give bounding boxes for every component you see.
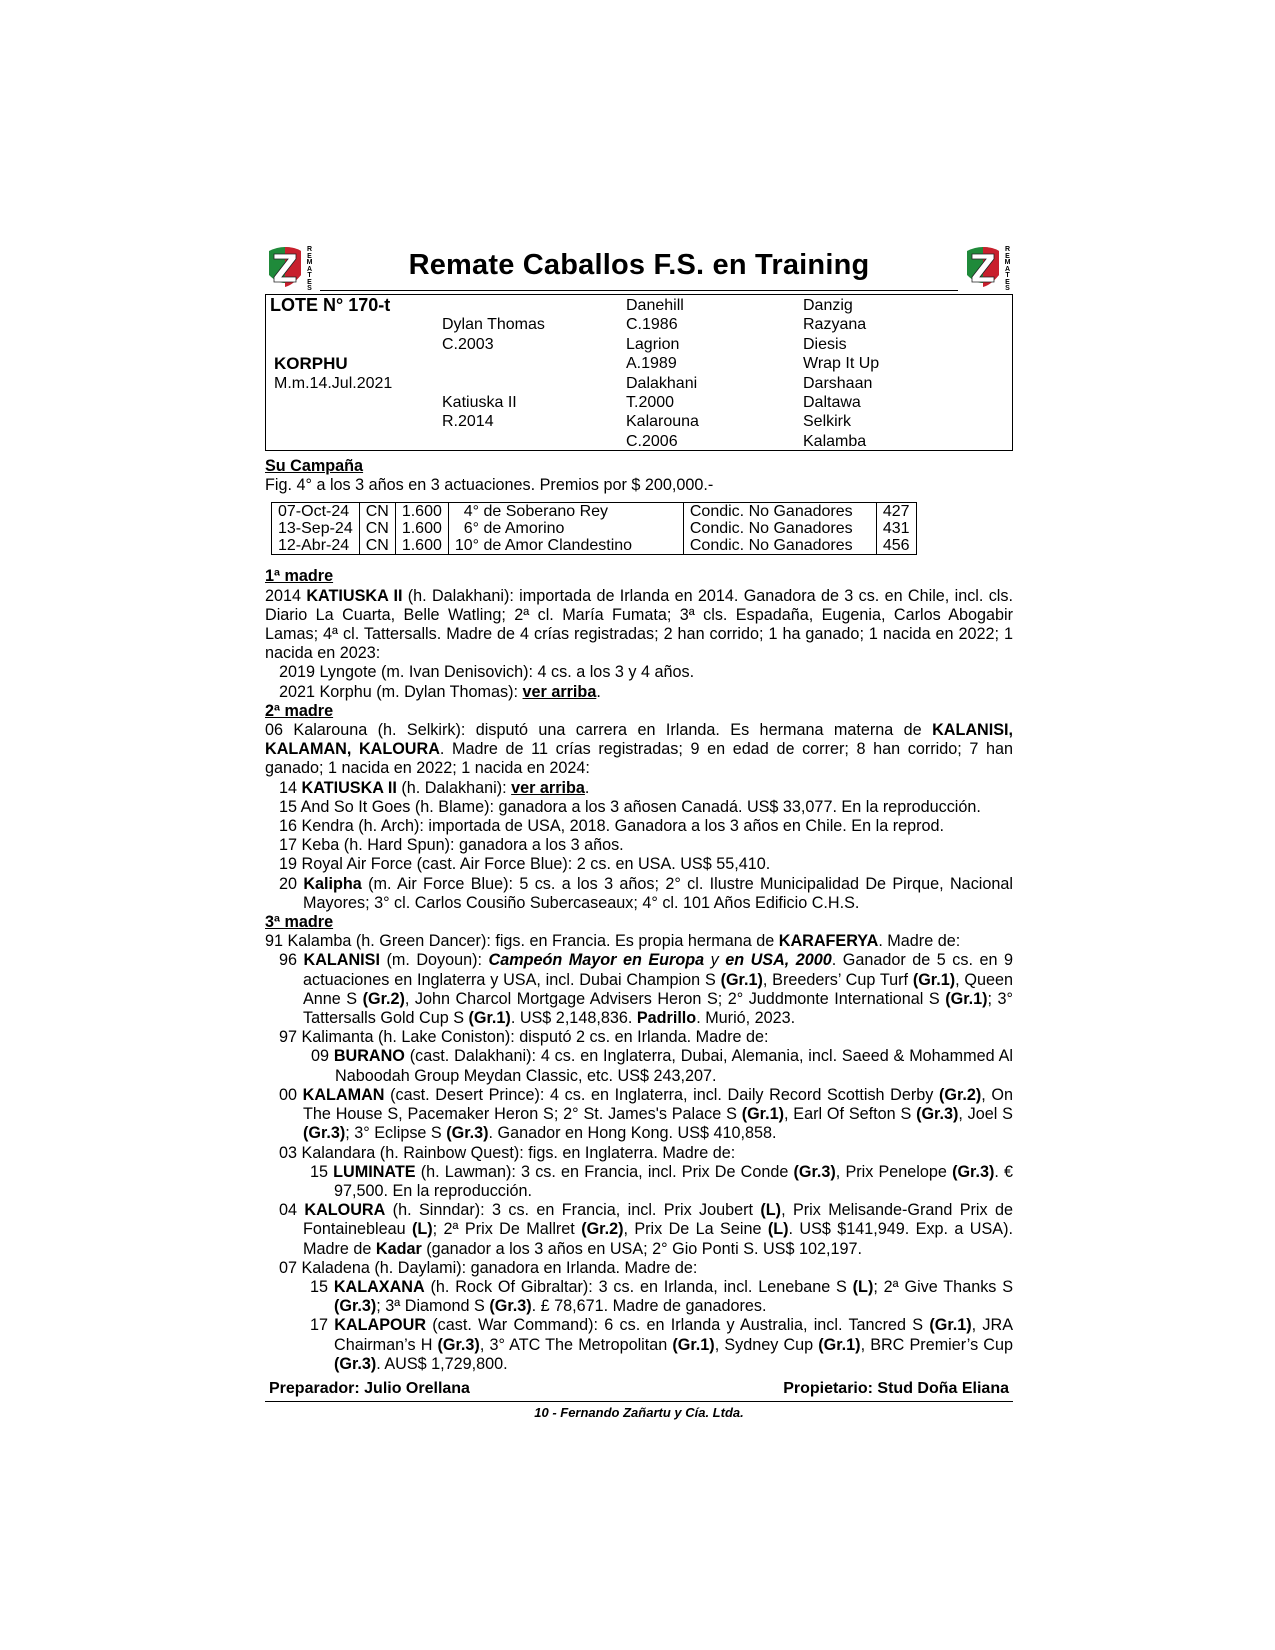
offspring-entry: 04 KALOURA (h. Sinndar): 3 cs. en Francia, incl. Prix Joubert (L), Prix Melisande-Grand Prix de Fontainebleau (L); 2ª Prix De Mallret (Gr.2), Prix De La Seine (L). US$ $141,949. Exp. a USA). Madre de Kadar (ganador a los 3 años en USA; 2° Gio Ponti S. US$ 102,197. (279, 1201, 1013, 1258)
grand-offspring-entry: 09 BURANO (cast. Dalakhani): 4 cs. en Inglaterra, Dubai, Alemania, incl. Saeed & Mohammed Al Naboodah Group Meydan Classic, etc. US$ 243,207. (311, 1047, 1013, 1085)
third-dam-heading: 3ª madre (265, 913, 334, 932)
grand-offspring-entry: 15 LUMINATE (h. Lawman): 3 cs. en Francia, incl. Prix De Conde (Gr.3), Prix Penelope (Gr.3). € 97,500. En la reproducción. (310, 1162, 1013, 1200)
great-grandparent: Wrap It Up (803, 355, 880, 373)
offspring-entry: 2021 Korphu (m. Dylan Thomas): ver arriba. (279, 682, 601, 701)
table-row (272, 503, 917, 521)
race-date: 12-Abr-24 (272, 537, 360, 555)
offspring-entry: 2019 Lyngote (m. Ivan Denisovich): 4 cs. a los 3 y 4 años. (279, 663, 695, 682)
pedigree-grandparents-col (626, 296, 699, 451)
great-grandparent: Daltawa (803, 393, 861, 411)
logo-word: R E M A T E S (306, 246, 313, 292)
page-title: Remate Caballos F.S. en Training (408, 249, 870, 281)
third-dam-paragraph: 91 Kalamba (h. Green Dancer): figs. en Francia. Es propia hermana de KARAFERYA. Madre de: (265, 932, 961, 951)
great-grandparent: Kalamba (803, 432, 867, 450)
grandparent: Dalakhani (626, 374, 698, 392)
race-track: CN (359, 537, 395, 555)
grandparent: Kalarouna (626, 413, 699, 431)
page-number: 10 - Fernando Zañartu y Cía. Ltda. (534, 1404, 744, 1420)
page-header (265, 245, 1013, 293)
first-dam-paragraph: 2014 KATIUSKA II (h. Dalakhani): importada de Irlanda en 2014. Ganadora de 3 cs. en Chile, incl. cls. Diario La Cuarta, Belle Watling; 2ª cl. María Fumata; 3ª cls. Espadaña, Eugenia, Carlos Abogabir Lamas; 4ª cl. Tattersalls. Madre de 4 crías registradas; 2 han corrido; 1 ha ganado; 1 nacida en 2022; 1 nacida en 2023: (265, 586, 1013, 663)
pedigree-parents-col (442, 296, 545, 432)
logo-word: R E M A T E S (1004, 246, 1011, 292)
great-grandparent: Selkirk (803, 413, 852, 431)
catalog-page (265, 245, 1013, 1420)
offspring-entry: 19 Royal Air Force (cast. Air Force Blue): 2 cs. en USA. US$ 55,410. (279, 855, 771, 874)
dam-info: R.2014 (442, 413, 494, 431)
page-footer (265, 1376, 1013, 1402)
grand-offspring-entry: 15 KALAXANA (h. Rock Of Gibraltar): 3 cs. en Irlanda, incl. Lenebane S (L); 2ª Give Thanks S (Gr.3); 3ª Diamond S (Gr.3). £ 78,671. Madre de ganadores. (310, 1277, 1014, 1316)
document-body (265, 457, 1013, 1374)
offspring-entry: 00 KALAMAN (cast. Desert Prince): 4 cs. en Inglaterra, incl. Daily Record Scottish Derby (Gr.2), On The House S, Pacemaker Heron S; 2° St. James's Palace S (Gr.1), Earl Of Sefton S (Gr.3), Joel S (Gr.3); 3° Eclipse S (Gr.3). Ganador en Hong Kong. US$ 410,858. (279, 1085, 1013, 1143)
dam-name: Katiuska II (442, 393, 517, 411)
offspring-entry: 20 Kalipha (m. Air Force Blue): 5 cs. a los 3 años; 2° cl. Ilustre Municipalidad De Pirque, Nacional Mayores; 3° cl. Carlos Cousiño Subercaseaux; 4° cl. 101 Años Edificio C.H.S. (279, 874, 1013, 912)
remates-logo-right (963, 245, 1013, 291)
race-result: 10° de Amor Clandestino (448, 537, 683, 555)
offspring-entry: 15 And So It Goes (h. Blame): ganadora a los 3 añosen Canadá. US$ 33,077. En la reproducción. (279, 797, 981, 816)
first-dam-heading: 1ª madre (265, 567, 334, 586)
pedigree-box (265, 294, 1013, 451)
great-grandparent: Razyana (803, 316, 867, 334)
race-date: 07-Oct-24 (272, 503, 360, 521)
campaign-summary: Fig. 4° a los 3 años en 3 actuaciones. Premios por $ 200,000.- (265, 476, 714, 495)
offspring-entry: 96 KALANISI (m. Doyoun): Campeón Mayor en Europa y en USA, 2000. Ganador de 5 cs. en 9 actuaciones en Inglaterra y USA, incl. Dubai Champion S (Gr.1), Breeders’ Cup Turf (Gr.1), Queen Anne S (Gr.2), John Charcol Mortgage Advisers Heron S; 2° Juddmonte International S (Gr.1); 3° Tattersalls Gold Cup S (Gr.1). US$ 2,148,836. Padrillo. Murió, 2023. (279, 951, 1013, 1028)
grandparent: Danehill (626, 297, 684, 314)
sire-info: C.2003 (442, 335, 494, 353)
race-track: CN (359, 503, 395, 521)
race-result: 4° de Soberano Rey (448, 503, 683, 521)
horse-name: KORPHU (274, 354, 348, 374)
race-number: 431 (876, 520, 916, 537)
lote-number: LOTE N° 170-t (270, 295, 391, 315)
race-condition: Condic. No Ganadores (683, 503, 876, 521)
pedigree-horse-col (270, 296, 392, 393)
second-dam-paragraph: 06 Kalarouna (h. Selkirk): disputó una carrera en Irlanda. Es hermana materna de KALANISI, KALAMAN, KALOURA. Madre de 11 crías registradas; 9 en edad de correr; 8 han corrido; 7 han ganado; 1 nacida en 2022; 1 nacida en 2024: (265, 721, 1014, 778)
trainer: Preparador: Julio Orellana (269, 1379, 470, 1397)
offspring-entry: 97 Kalimanta (h. Lake Coniston): disputó 2 cs. en Irlanda. Madre de: (279, 1028, 769, 1047)
grandparent-info: A.1989 (626, 355, 677, 373)
offspring-entry: 17 Keba (h. Hard Spun): ganadora a los 3 años. (279, 836, 624, 855)
race-date: 13-Sep-24 (272, 520, 360, 537)
see-above-link[interactable]: ver arriba (522, 682, 597, 701)
race-condition: Condic. No Ganadores (683, 537, 876, 555)
table-row (272, 537, 917, 555)
great-grandparent: Diesis (803, 335, 847, 353)
grandparent-info: C.2006 (626, 432, 678, 450)
race-number: 456 (876, 537, 916, 555)
race-distance: 1.600 (395, 503, 448, 521)
see-above-link[interactable]: ver arriba (511, 778, 585, 797)
race-distance: 1.600 (395, 520, 448, 537)
race-result: 6° de Amorino (448, 520, 683, 537)
offspring-entry: 03 Kalandara (h. Rainbow Quest): figs. en Inglaterra. Madre de: (279, 1143, 736, 1162)
race-track: CN (359, 520, 395, 537)
race-distance: 1.600 (395, 537, 448, 555)
grandparent-info: C.1986 (626, 316, 678, 334)
grand-offspring-entry: 17 KALAPOUR (cast. War Command): 6 cs. en Irlanda y Australia, incl. Tancred S (Gr.1), JRA Chairman’s H (Gr.3), 3° ATC The Metropolitan (Gr.1), Sydney Cup (Gr.1), BRC Premier’s Cup (Gr.3). AUS$ 1,729,800. (310, 1316, 1013, 1373)
great-grandparent: Danzig (803, 297, 853, 314)
sire-name: Dylan Thomas (442, 316, 545, 334)
remates-logo-left (265, 245, 315, 291)
race-condition: Condic. No Ganadores (683, 520, 876, 537)
table-row (272, 520, 917, 537)
campaign-table (271, 502, 917, 555)
campaign-heading: Su Campaña (265, 457, 364, 475)
title-underline (320, 290, 958, 291)
horse-info: M.m.14.Jul.2021 (274, 374, 393, 392)
grandparent-info: T.2000 (626, 393, 675, 411)
second-dam-heading: 2ª madre (265, 701, 334, 720)
grandparent: Lagrion (626, 335, 680, 353)
pedigree-greatgrandparents-col (803, 296, 879, 451)
great-grandparent: Darshaan (803, 374, 873, 392)
offspring-entry: 16 Kendra (h. Arch): importada de USA, 2018. Ganadora a los 3 años en Chile. En la reprod. (279, 817, 944, 836)
offspring-entry: 14 KATIUSKA II (h. Dalakhani): ver arriba. (279, 778, 590, 797)
offspring-entry: 07 Kaladena (h. Daylami): ganadora en Irlanda. Madre de: (279, 1258, 698, 1277)
owner: Propietario: Stud Doña Eliana (783, 1379, 1009, 1397)
race-number: 427 (876, 503, 916, 521)
